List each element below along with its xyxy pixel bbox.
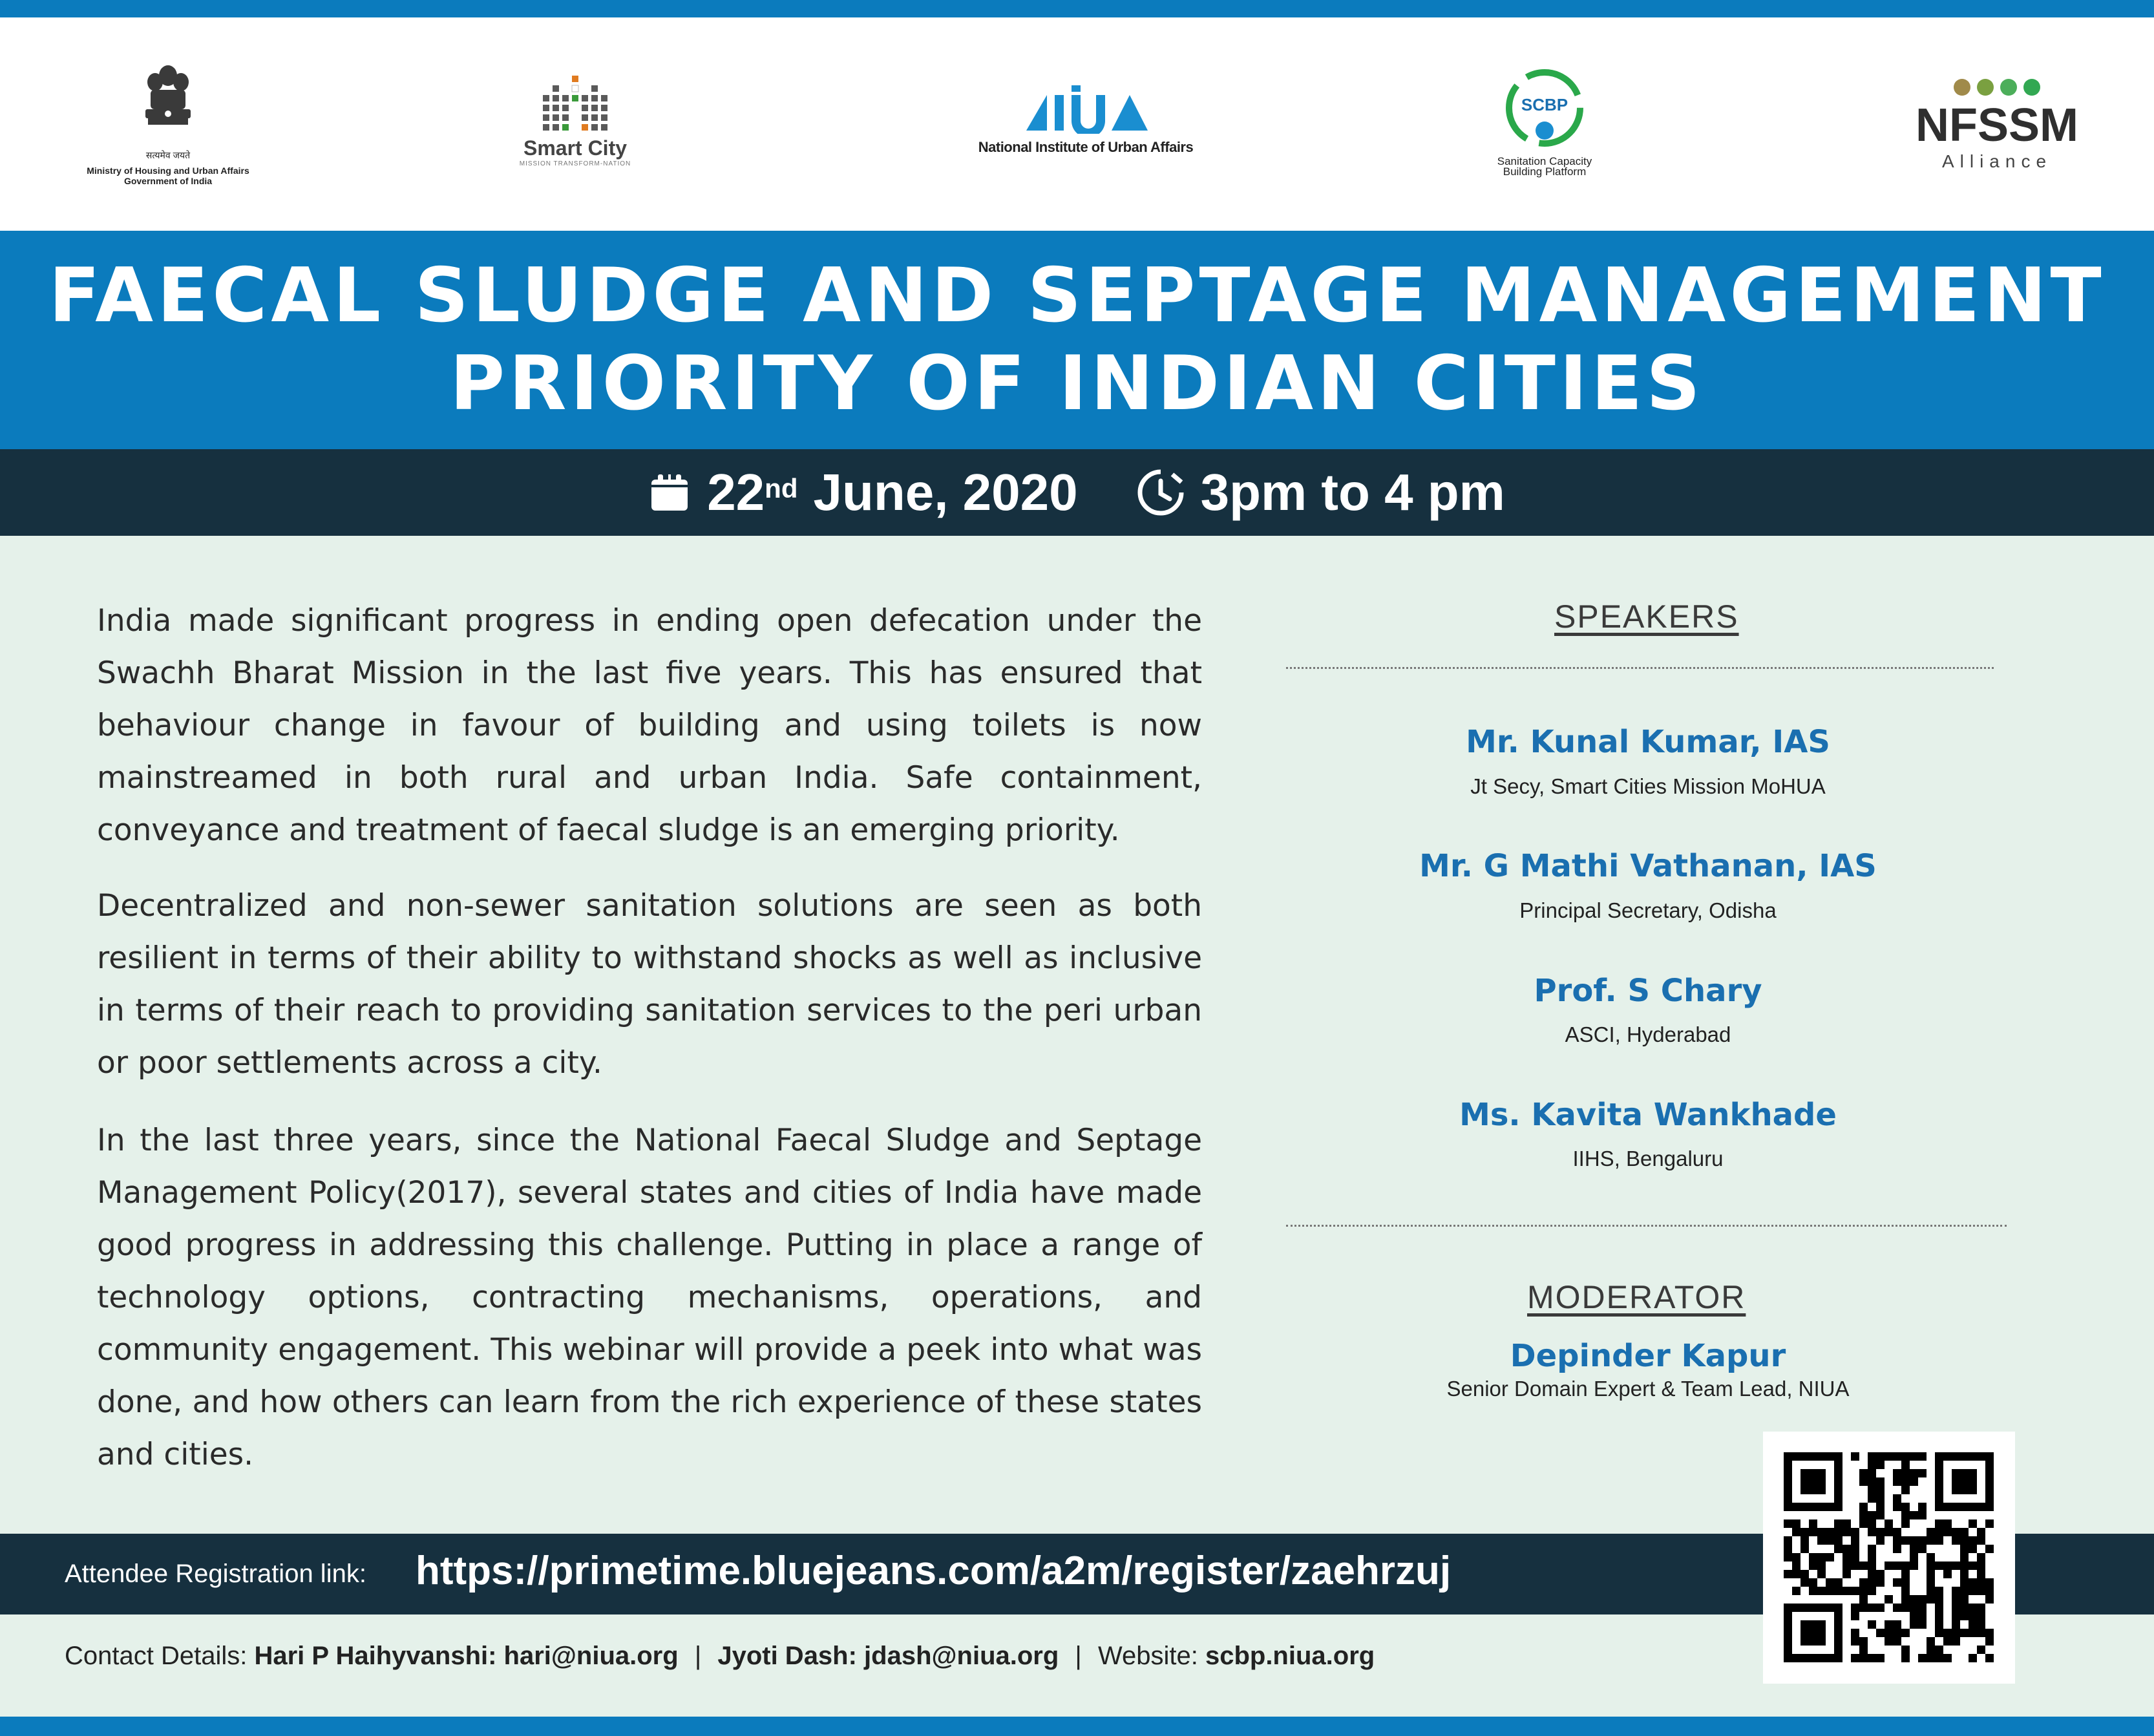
smart-city-name: Smart City: [523, 136, 628, 160]
registration-label: Attendee Registration link:: [65, 1560, 366, 1588]
event-month-year: June, 2020: [813, 463, 1078, 521]
logo-niua: [963, 82, 1209, 156]
speaker-2-name: Mr. G Mathi Vathanan, IAS: [1419, 848, 1877, 884]
national-emblem-icon: [139, 56, 197, 147]
nfssm-name: NFSSM: [1916, 100, 2078, 151]
nfssm-dot-4: [2023, 79, 2040, 96]
speakers-bottom-divider: [1286, 1225, 2007, 1227]
contact-separator-1: |: [694, 1642, 702, 1670]
moderator-role: Senior Domain Expert & Team Lead, NIUA: [1446, 1377, 1850, 1401]
nfssm-dots: [1913, 79, 2081, 96]
nfssm-dot-3: [2000, 79, 2017, 96]
niua-name: National Institute of Urban Affairs: [978, 139, 1194, 155]
website-label: Website:: [1097, 1642, 1198, 1670]
contact-details: [65, 1642, 1375, 1671]
speaker-3-name: Prof. S Chary: [1534, 973, 1762, 1009]
niua-logo-icon: [1021, 82, 1150, 134]
nfssm-dot-1: [1954, 79, 1970, 96]
title-band: [0, 231, 2154, 449]
date-time-band: [0, 449, 2154, 536]
calendar-icon: [649, 472, 690, 513]
event-title-line1: FAECAL SLUDGE AND SEPTAGE MANAGEMENT: [48, 252, 2106, 339]
speakers-top-divider: [1286, 667, 1994, 669]
contact-person-1[interactable]: Hari P Haihyvanshi: hari@niua.org: [254, 1642, 679, 1670]
logo-strip: [0, 17, 2154, 231]
speakers-heading: SPEAKERS: [1554, 598, 1739, 635]
event-day-suffix: nd: [765, 473, 798, 503]
event-title-line2: PRIORITY OF INDIAN CITIES: [450, 340, 1704, 427]
emblem-motto: सत्यमेव जयते: [145, 150, 191, 160]
scbp-caption-line2: Building Platform: [1503, 165, 1587, 178]
moderator-heading: MODERATOR: [1527, 1279, 1746, 1315]
moh-caption-line2: Government of India: [123, 176, 213, 186]
moh-caption-line1: Ministry of Housing and Urban Affairs: [87, 165, 249, 176]
contact-person-2[interactable]: Jyoti Dash: jdash@niua.org: [717, 1642, 1059, 1670]
bottom-accent-bar: [0, 1717, 2154, 1736]
speaker-2-role: Principal Secretary, Odisha: [1519, 898, 1777, 922]
speaker-4-role: IIHS, Bengaluru: [1572, 1147, 1724, 1170]
smart-city-tagline: MISSION TRANSFORM-NATION: [519, 160, 631, 167]
registration-link[interactable]: https://primetime.bluejeans.com/a2m/register/zaehrzuj: [416, 1549, 1452, 1593]
speaker-4-name: Ms. Kavita Wankhade: [1459, 1097, 1837, 1133]
body-paragraph-2: Decentralized and non-sewer sanitation solutions are seen as both resilient in terms of their ability to withstand shocks as well as inclusive in terms of their reach to providing sanitation services to the peri urban or poor settlements across a city.: [97, 888, 1202, 1081]
body-paragraph-3: In the last three years, since the National Faecal Sludge and Septage Management Policy(2017), several states and cities of India have made good progress in addressing this challenge. Putting in place a range of technology options, contracting mechanisms, operations, and community engagement. This webinar will provide a peek into what was done, and how others can learn from the rich experience of these states and cities.: [97, 1123, 1202, 1472]
logo-smart-city: [491, 69, 659, 167]
top-accent-bar: [0, 0, 2154, 17]
logo-nfssm: [1913, 79, 2081, 172]
scbp-badge: SCBP: [1521, 95, 1568, 114]
contact-separator-2: |: [1075, 1642, 1082, 1670]
nfssm-dot-2: [1977, 79, 1994, 96]
logo-moh: [65, 56, 271, 186]
event-time: 3pm to 4 pm: [1200, 463, 1505, 521]
scbp-caption-line1: Sanitation Capacity: [1497, 155, 1592, 167]
website-link[interactable]: scbp.niua.org: [1205, 1642, 1375, 1670]
speaker-3-role: ASCI, Hyderabad: [1565, 1022, 1731, 1046]
moderator-name: Depinder Kapur: [1510, 1338, 1786, 1374]
body-paragraph-1: India made significant progress in ending open defecation under the Swachh Bharat Mission in the last five years. This has ensured that behaviour change in favour of building and using toilets is now mainstreamed in both rural and urban India. Safe containment, conveyance and treatment of faecal sludge is an emerging priority.: [97, 603, 1202, 848]
speaker-1-role: Jt Secy, Smart Cities Mission MoHUA: [1470, 774, 1826, 798]
nfssm-sub: Alliance: [1941, 151, 2053, 171]
speaker-1-name: Mr. Kunal Kumar, IAS: [1466, 724, 1830, 760]
registration-qr-code[interactable]: [1763, 1432, 2015, 1684]
clock-icon: [1136, 468, 1185, 517]
contact-label: Contact Details:: [65, 1642, 248, 1670]
event-day: 22: [707, 463, 765, 521]
smart-city-icon: [536, 69, 614, 134]
logo-scbp: [1486, 66, 1603, 177]
qr-code-icon: [1763, 1432, 2015, 1684]
